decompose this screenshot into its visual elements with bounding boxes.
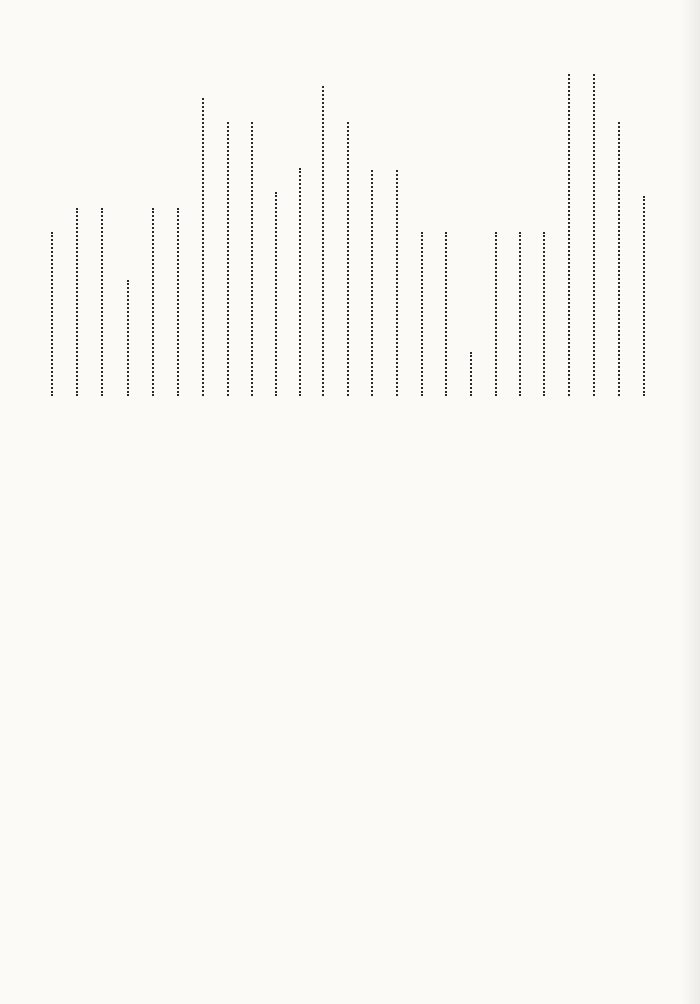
leader-dots	[152, 208, 154, 396]
leader-dots	[299, 168, 301, 396]
leader-dots	[568, 74, 570, 396]
leader-dots	[76, 208, 78, 396]
leader-dots	[347, 122, 349, 396]
leader-dots	[202, 98, 204, 396]
leader-dots	[543, 232, 545, 396]
leader-dots	[445, 232, 447, 396]
leader-dots	[519, 232, 521, 396]
leader-dots	[495, 232, 497, 396]
leader-dots	[470, 352, 472, 396]
leader-dots	[371, 170, 373, 396]
leader-dots	[593, 74, 595, 396]
leader-dots	[101, 208, 103, 396]
leader-dots	[177, 208, 179, 396]
leader-dots	[227, 122, 229, 396]
leader-dots	[251, 122, 253, 396]
leader-dots	[322, 86, 324, 396]
leader-dots	[275, 192, 277, 396]
leader-dots	[618, 122, 620, 396]
leader-dots	[643, 196, 645, 396]
leader-dots	[127, 280, 129, 396]
leader-dots	[51, 232, 53, 396]
leader-dots	[421, 232, 423, 396]
leader-dots	[396, 170, 398, 396]
